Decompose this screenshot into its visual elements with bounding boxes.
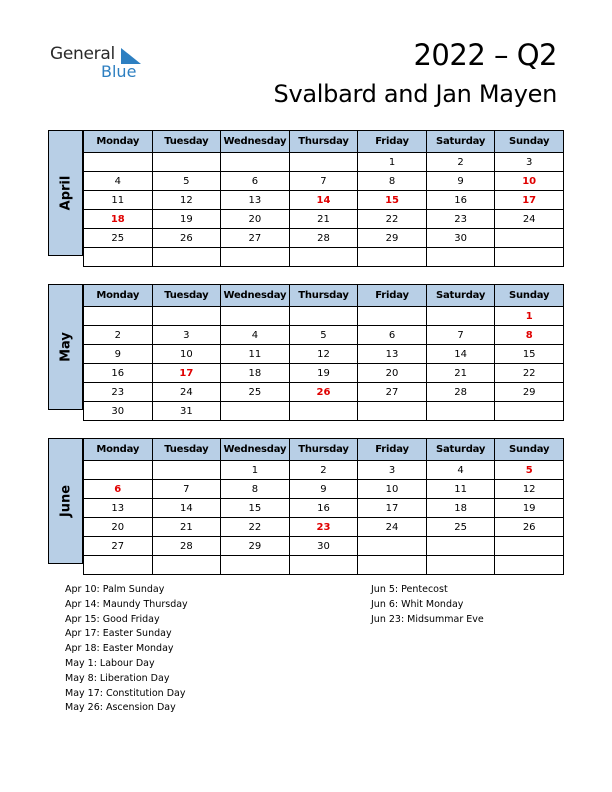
day-cell: 28 [426, 383, 495, 402]
holiday-item: Jun 23: Midsummar Eve [371, 613, 484, 625]
month-calendar [48, 130, 564, 256]
day-cell: 20 [221, 210, 290, 229]
day-cell [84, 307, 153, 326]
day-cell: 30 [289, 537, 358, 556]
day-cell [495, 248, 564, 267]
weekday-header: Thursday [289, 131, 358, 153]
weekday-header-row [84, 131, 564, 153]
day-cell: 17 [495, 191, 564, 210]
day-cell: 16 [84, 364, 153, 383]
day-cell: 28 [289, 229, 358, 248]
day-cell [358, 402, 427, 421]
day-cell [495, 556, 564, 575]
holiday-item: May 17: Constitution Day [65, 687, 186, 699]
holiday-list-left [65, 583, 188, 716]
day-cell [289, 307, 358, 326]
day-cell: 21 [289, 210, 358, 229]
weekday-header: Monday [84, 131, 153, 153]
day-cell: 9 [84, 345, 153, 364]
day-cell: 30 [84, 402, 153, 421]
day-cell: 19 [495, 499, 564, 518]
week-row [84, 364, 564, 383]
day-cell: 20 [358, 364, 427, 383]
day-cell: 5 [152, 172, 221, 191]
weekday-header: Tuesday [152, 285, 221, 307]
day-cell [426, 248, 495, 267]
day-cell [152, 248, 221, 267]
day-cell: 24 [495, 210, 564, 229]
day-cell [221, 153, 290, 172]
week-row [84, 518, 564, 537]
week-row [84, 537, 564, 556]
weekday-header: Friday [358, 131, 427, 153]
page-title-year: 2022 – Q2 [413, 38, 557, 72]
day-cell [84, 248, 153, 267]
day-cell: 10 [152, 345, 221, 364]
day-cell: 19 [289, 364, 358, 383]
day-cell: 15 [221, 499, 290, 518]
day-cell: 13 [84, 499, 153, 518]
day-cell: 13 [221, 191, 290, 210]
day-cell: 5 [289, 326, 358, 345]
day-cell: 6 [84, 480, 153, 499]
day-cell [426, 556, 495, 575]
day-cell [495, 537, 564, 556]
day-cell: 12 [495, 480, 564, 499]
day-cell: 2 [426, 153, 495, 172]
day-cell: 1 [495, 307, 564, 326]
week-row [84, 402, 564, 421]
day-cell: 22 [495, 364, 564, 383]
week-row [84, 153, 564, 172]
day-cell: 8 [221, 480, 290, 499]
day-cell: 10 [358, 480, 427, 499]
week-row [84, 480, 564, 499]
day-cell: 2 [289, 461, 358, 480]
day-cell: 11 [221, 345, 290, 364]
day-cell [84, 556, 153, 575]
day-cell: 25 [84, 229, 153, 248]
logo [50, 44, 150, 84]
day-cell [426, 307, 495, 326]
day-cell: 11 [426, 480, 495, 499]
day-cell: 24 [152, 383, 221, 402]
day-cell [152, 307, 221, 326]
day-cell: 9 [426, 172, 495, 191]
day-cell: 1 [358, 153, 427, 172]
week-row [84, 172, 564, 191]
day-cell: 12 [152, 191, 221, 210]
page-title-region: Svalbard and Jan Mayen [273, 80, 557, 108]
day-cell: 23 [84, 383, 153, 402]
day-cell: 3 [495, 153, 564, 172]
day-cell: 8 [358, 172, 427, 191]
day-cell: 29 [358, 229, 427, 248]
day-cell: 15 [495, 345, 564, 364]
month-table [83, 130, 564, 267]
day-cell: 26 [289, 383, 358, 402]
day-cell [358, 307, 427, 326]
day-cell: 29 [221, 537, 290, 556]
weekday-header: Sunday [495, 131, 564, 153]
day-cell [221, 248, 290, 267]
day-cell: 30 [426, 229, 495, 248]
day-cell: 11 [84, 191, 153, 210]
day-cell: 26 [495, 518, 564, 537]
weekday-header: Monday [84, 439, 153, 461]
day-cell: 14 [426, 345, 495, 364]
day-cell: 27 [358, 383, 427, 402]
day-cell: 16 [426, 191, 495, 210]
weekday-header: Thursday [289, 285, 358, 307]
week-row [84, 307, 564, 326]
week-row [84, 229, 564, 248]
weekday-header: Sunday [495, 285, 564, 307]
day-cell [289, 402, 358, 421]
day-cell: 27 [84, 537, 153, 556]
week-row [84, 326, 564, 345]
week-row [84, 345, 564, 364]
day-cell: 3 [152, 326, 221, 345]
day-cell: 4 [84, 172, 153, 191]
weekday-header: Friday [358, 285, 427, 307]
weekday-header: Sunday [495, 439, 564, 461]
month-label [48, 130, 83, 256]
day-cell: 26 [152, 229, 221, 248]
day-cell: 8 [495, 326, 564, 345]
day-cell: 12 [289, 345, 358, 364]
week-row [84, 191, 564, 210]
month-table [83, 284, 564, 421]
weekday-header: Wednesday [221, 285, 290, 307]
month-calendar [48, 284, 564, 417]
day-cell: 6 [221, 172, 290, 191]
weekday-header-row [84, 439, 564, 461]
logo-general-text: General [50, 44, 115, 64]
day-cell: 29 [495, 383, 564, 402]
holiday-item: May 26: Ascension Day [65, 702, 176, 714]
holiday-item: Apr 14: Maundy Thursday [65, 598, 188, 610]
day-cell: 16 [289, 499, 358, 518]
day-cell [152, 461, 221, 480]
day-cell [289, 248, 358, 267]
week-row [84, 499, 564, 518]
holiday-item: Jun 6: Whit Monday [371, 598, 464, 610]
holiday-item: Apr 17: Easter Sunday [65, 628, 172, 640]
day-cell: 7 [152, 480, 221, 499]
month-calendar [48, 438, 564, 564]
holiday-item: Jun 5: Pentecost [371, 584, 448, 595]
weekday-header: Thursday [289, 439, 358, 461]
weekday-header: Saturday [426, 285, 495, 307]
holiday-item: Apr 18: Easter Monday [65, 643, 174, 655]
day-cell [221, 402, 290, 421]
day-cell: 23 [426, 210, 495, 229]
day-cell [495, 229, 564, 248]
logo-blue-text: Blue [101, 62, 137, 81]
day-cell [221, 556, 290, 575]
day-cell: 4 [426, 461, 495, 480]
day-cell: 4 [221, 326, 290, 345]
day-cell: 31 [152, 402, 221, 421]
holiday-item: May 8: Liberation Day [65, 672, 170, 684]
day-cell: 21 [152, 518, 221, 537]
day-cell: 24 [358, 518, 427, 537]
month-name: June [58, 484, 73, 518]
month-label [48, 284, 83, 410]
month-name: May [58, 332, 73, 362]
day-cell [289, 153, 358, 172]
day-cell: 22 [358, 210, 427, 229]
day-cell: 18 [84, 210, 153, 229]
holiday-item: May 1: Labour Day [65, 657, 155, 669]
day-cell: 27 [221, 229, 290, 248]
weekday-header: Tuesday [152, 131, 221, 153]
day-cell [221, 307, 290, 326]
week-row [84, 248, 564, 267]
day-cell [426, 402, 495, 421]
holiday-item: Apr 10: Palm Sunday [65, 584, 165, 595]
day-cell [495, 402, 564, 421]
day-cell: 5 [495, 461, 564, 480]
day-cell: 21 [426, 364, 495, 383]
day-cell: 17 [358, 499, 427, 518]
weekday-header: Monday [84, 285, 153, 307]
weekday-header: Friday [358, 439, 427, 461]
day-cell: 14 [289, 191, 358, 210]
day-cell [152, 153, 221, 172]
day-cell: 1 [221, 461, 290, 480]
day-cell: 13 [358, 345, 427, 364]
day-cell [426, 537, 495, 556]
day-cell: 15 [358, 191, 427, 210]
day-cell [358, 556, 427, 575]
week-row [84, 210, 564, 229]
day-cell: 10 [495, 172, 564, 191]
day-cell: 3 [358, 461, 427, 480]
holiday-item: Apr 15: Good Friday [65, 613, 160, 625]
day-cell: 18 [221, 364, 290, 383]
day-cell [358, 537, 427, 556]
day-cell: 25 [426, 518, 495, 537]
week-row [84, 461, 564, 480]
week-row [84, 556, 564, 575]
day-cell [152, 556, 221, 575]
day-cell [358, 248, 427, 267]
month-label [48, 438, 83, 564]
day-cell: 23 [289, 518, 358, 537]
day-cell: 7 [289, 172, 358, 191]
day-cell: 14 [152, 499, 221, 518]
weekday-header: Saturday [426, 131, 495, 153]
weekday-header: Wednesday [221, 439, 290, 461]
day-cell: 7 [426, 326, 495, 345]
day-cell: 22 [221, 518, 290, 537]
day-cell: 18 [426, 499, 495, 518]
weekday-header: Tuesday [152, 439, 221, 461]
weekday-header-row [84, 285, 564, 307]
week-row [84, 383, 564, 402]
day-cell: 25 [221, 383, 290, 402]
holiday-list-right [371, 583, 484, 627]
day-cell [84, 153, 153, 172]
day-cell: 9 [289, 480, 358, 499]
day-cell [289, 556, 358, 575]
month-table [83, 438, 564, 575]
weekday-header: Wednesday [221, 131, 290, 153]
weekday-header: Saturday [426, 439, 495, 461]
month-name: April [58, 175, 73, 211]
day-cell: 28 [152, 537, 221, 556]
day-cell [84, 461, 153, 480]
day-cell: 6 [358, 326, 427, 345]
day-cell: 17 [152, 364, 221, 383]
day-cell: 2 [84, 326, 153, 345]
day-cell: 19 [152, 210, 221, 229]
day-cell: 20 [84, 518, 153, 537]
